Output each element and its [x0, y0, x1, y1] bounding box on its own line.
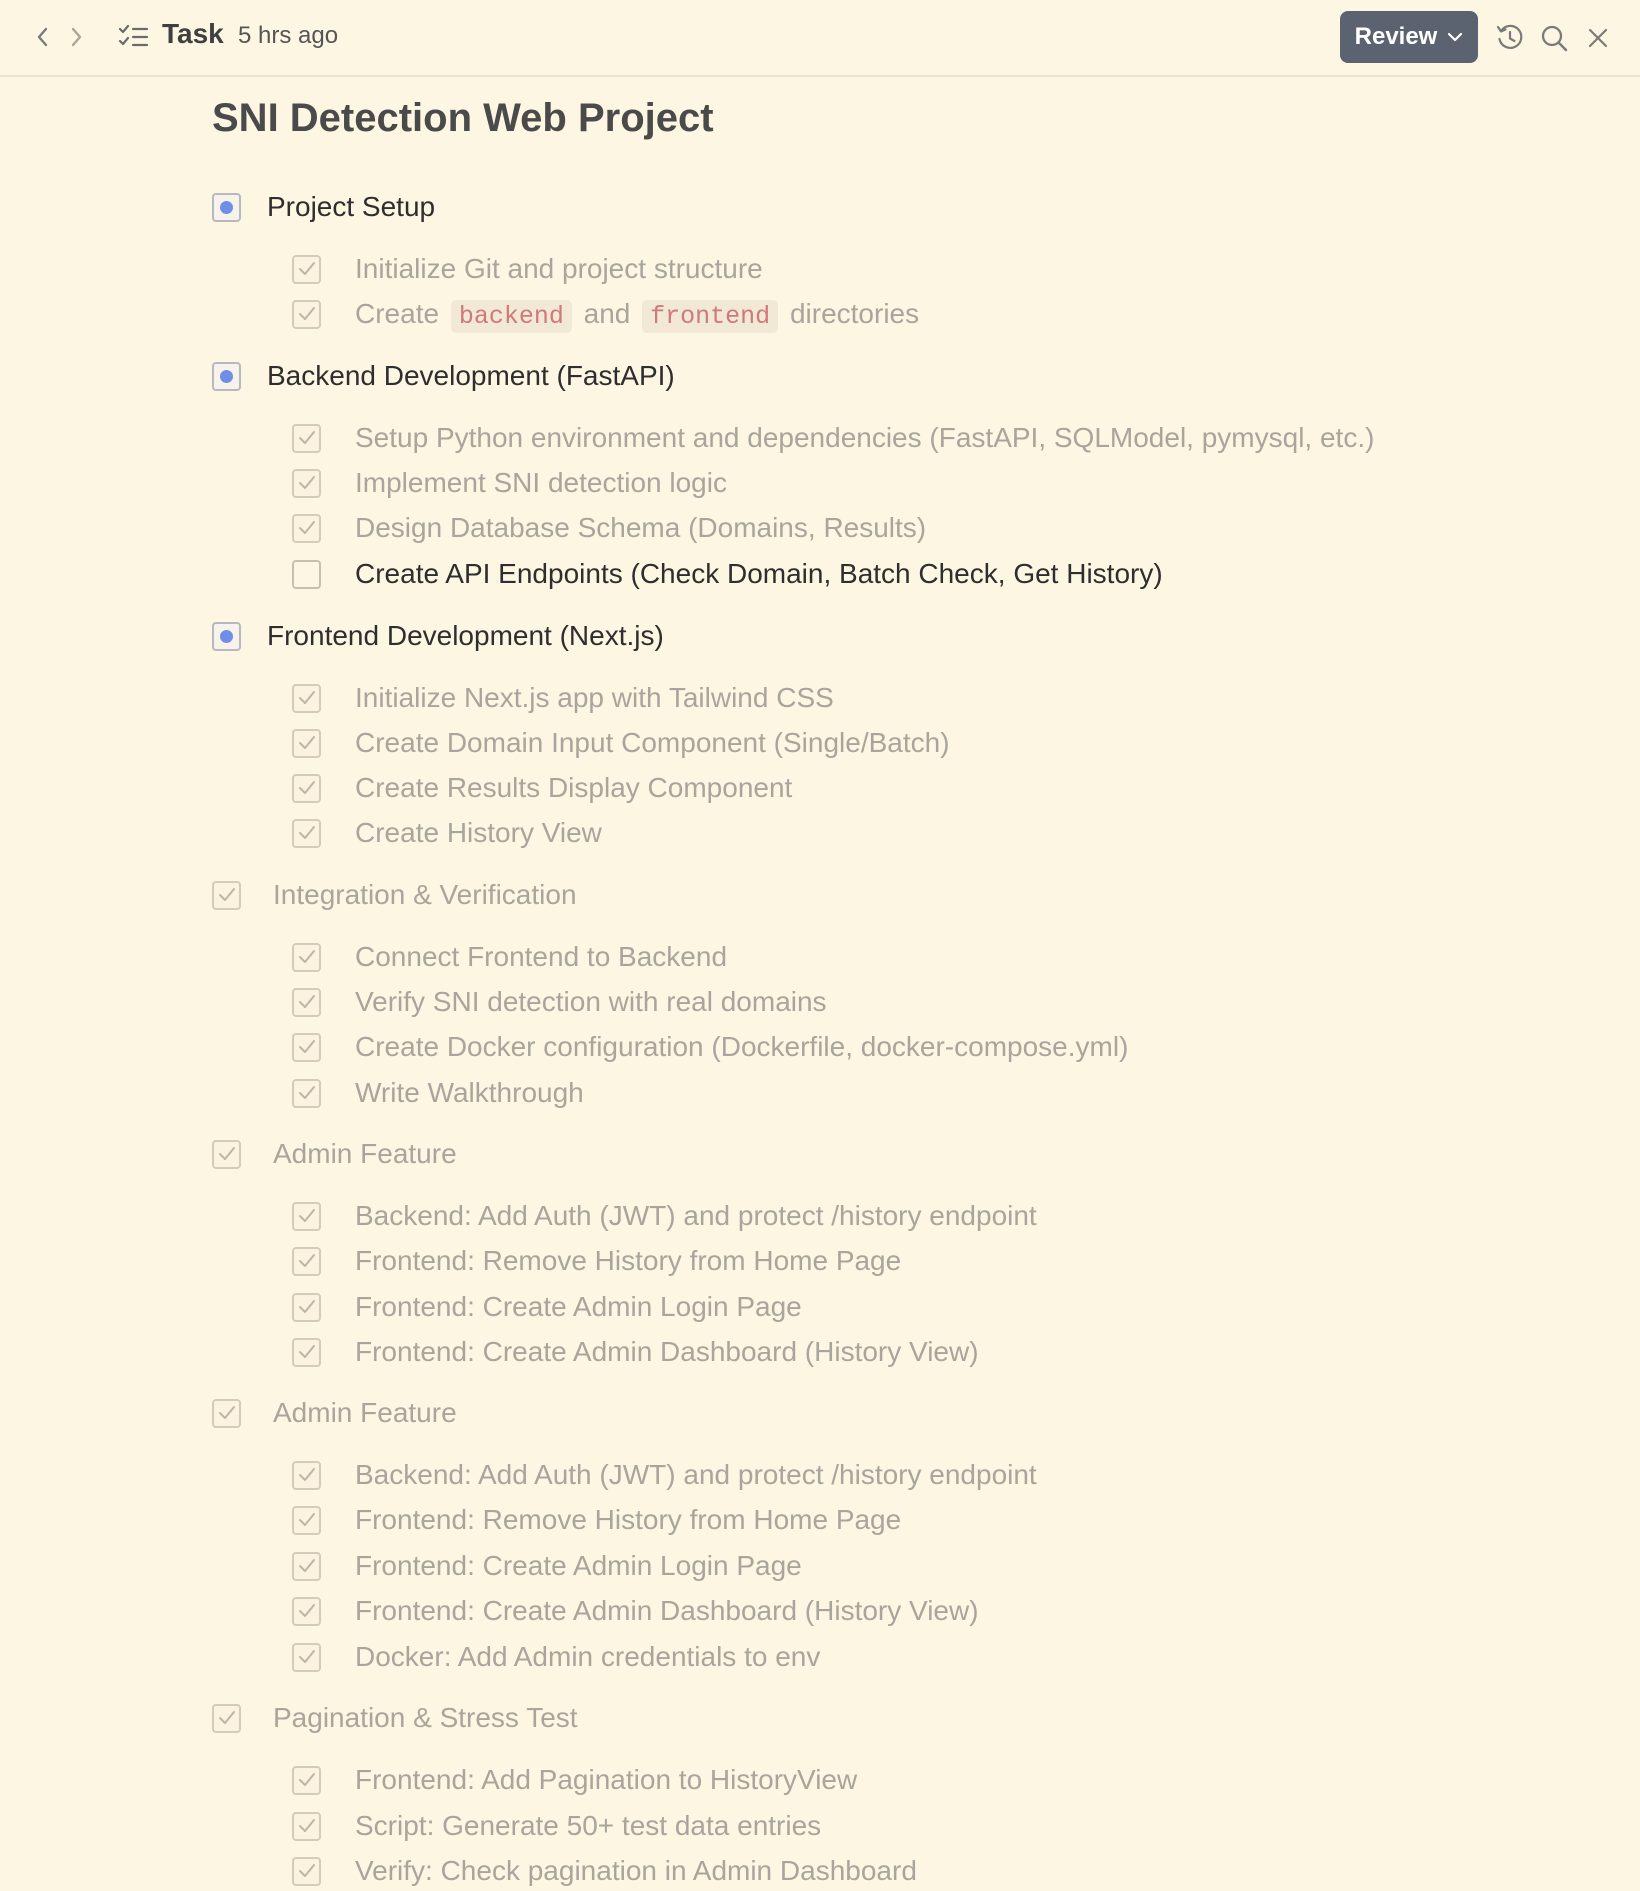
check-icon	[297, 824, 317, 842]
history-button[interactable]	[1494, 22, 1526, 54]
task-item	[292, 1637, 820, 1677]
task-item	[292, 508, 926, 548]
section-title: Integration & Verification	[273, 879, 577, 910]
task-label: Initialize Git and project structure	[355, 253, 763, 284]
task-label: Create Results Display Component	[355, 772, 793, 803]
task-checkbox[interactable]	[292, 1293, 321, 1322]
check-icon	[217, 1145, 237, 1163]
section-status-checkbox[interactable]	[212, 1140, 241, 1169]
task-item	[292, 1027, 1128, 1067]
search-icon	[1539, 23, 1569, 53]
task-item	[292, 1591, 979, 1631]
task-label: Write Walkthrough	[355, 1077, 584, 1108]
check-icon	[297, 1343, 317, 1361]
task-item	[292, 249, 763, 289]
review-button-label: Review	[1354, 23, 1438, 50]
task-item	[292, 1073, 584, 1113]
task-label: Backend: Add Auth (JWT) and protect /history endpoint	[355, 1200, 1037, 1231]
check-icon	[297, 260, 317, 278]
task-label: Create API Endpoints (Check Domain, Batch Check, Get History)	[355, 558, 1163, 589]
task-label: Frontend: Remove History from Home Page	[355, 1504, 902, 1535]
check-icon	[297, 1038, 317, 1056]
close-button[interactable]	[1582, 22, 1614, 54]
task-checkbox[interactable]	[292, 1033, 321, 1062]
section-status-checkbox[interactable]	[212, 362, 241, 391]
section-integration-verification	[212, 875, 577, 915]
section-title: Frontend Development (Next.js)	[267, 620, 664, 651]
in-progress-dot-icon	[220, 370, 233, 383]
task-text: and	[583, 297, 631, 329]
document-timestamp: 5 hrs ago	[238, 22, 339, 49]
check-icon	[297, 1817, 317, 1835]
task-label: Create Domain Input Component (Single/Batch)	[355, 727, 950, 758]
task-item	[292, 1851, 917, 1891]
top-bar	[0, 0, 1640, 77]
task-label: Connect Frontend to Backend	[355, 941, 728, 972]
task-checkbox[interactable]	[292, 1552, 321, 1581]
task-item	[292, 937, 727, 977]
check-icon	[297, 948, 317, 966]
check-icon	[297, 1207, 317, 1225]
task-item	[292, 982, 827, 1022]
task-item	[292, 1332, 979, 1372]
check-icon	[297, 689, 317, 707]
check-icon	[297, 1252, 317, 1270]
task-checkbox[interactable]	[292, 1461, 321, 1490]
task-item	[292, 1806, 821, 1846]
section-project-setup	[212, 187, 435, 227]
task-item	[292, 1760, 857, 1800]
forward-button[interactable]	[62, 22, 92, 52]
check-icon	[297, 1771, 317, 1789]
task-checkbox[interactable]	[292, 819, 321, 848]
section-status-checkbox[interactable]	[212, 193, 241, 222]
check-icon	[297, 429, 317, 447]
task-checkbox[interactable]	[292, 424, 321, 453]
check-icon	[297, 474, 317, 492]
task-list-icon	[118, 22, 150, 52]
task-checkbox[interactable]	[292, 1766, 321, 1795]
task-label: Verify: Check pagination in Admin Dashboard	[355, 1855, 917, 1886]
chevron-right-icon	[70, 26, 84, 48]
task-checkbox[interactable]	[292, 988, 321, 1017]
back-button[interactable]	[27, 22, 57, 52]
task-checkbox[interactable]	[292, 1597, 321, 1626]
check-icon	[297, 1298, 317, 1316]
chevron-left-icon	[35, 26, 49, 48]
task-item	[292, 1241, 901, 1281]
task-checkbox[interactable]	[292, 684, 321, 713]
task-label: Frontend: Create Admin Login Page	[355, 1291, 802, 1322]
task-checkbox[interactable]	[292, 1202, 321, 1231]
in-progress-dot-icon	[220, 201, 233, 214]
task-item	[292, 554, 1163, 594]
review-button[interactable]	[1340, 11, 1478, 63]
history-icon	[1495, 23, 1525, 53]
check-icon	[297, 734, 317, 752]
section-title: Pagination & Stress Test	[273, 1702, 578, 1733]
search-button[interactable]	[1538, 22, 1570, 54]
task-label: Setup Python environment and dependencies (FastAPI, SQLModel, pymysql, etc.)	[355, 422, 1375, 453]
task-label: Verify SNI detection with real domains	[355, 986, 827, 1017]
task-checkbox[interactable]	[292, 1643, 321, 1672]
task-label: Create History View	[355, 817, 602, 848]
task-item	[292, 1196, 1037, 1236]
section-frontend-development	[212, 616, 664, 656]
in-progress-dot-icon	[220, 630, 233, 643]
section-admin-feature	[212, 1134, 457, 1174]
task-checkbox[interactable]	[292, 774, 321, 803]
task-checkbox[interactable]	[292, 729, 321, 758]
task-checkbox[interactable]	[292, 1247, 321, 1276]
page-title: SNI Detection Web Project	[212, 96, 714, 140]
task-checkbox[interactable]	[292, 1506, 321, 1535]
task-checkbox[interactable]	[292, 560, 321, 589]
check-icon	[297, 1084, 317, 1102]
section-admin-feature	[212, 1393, 457, 1433]
check-icon	[297, 1466, 317, 1484]
section-backend-development	[212, 356, 675, 396]
task-label: Frontend: Create Admin Dashboard (History View)	[355, 1595, 979, 1626]
section-title: Admin Feature	[273, 1397, 457, 1428]
task-item	[292, 723, 950, 763]
task-label: Backend: Add Auth (JWT) and protect /history endpoint	[355, 1459, 1037, 1490]
check-icon	[297, 1602, 317, 1620]
task-item	[292, 294, 919, 334]
document-type-title: Task	[162, 18, 224, 49]
inline-code-backend: backend	[451, 300, 572, 333]
task-item	[292, 1455, 1037, 1495]
check-icon	[297, 779, 317, 797]
task-label: Create Docker configuration (Dockerfile, docker-compose.yml)	[355, 1031, 1129, 1062]
check-icon	[297, 519, 317, 537]
task-text: directories	[789, 297, 920, 329]
check-icon	[297, 305, 317, 323]
task-label: Frontend: Add Pagination to HistoryView	[355, 1764, 858, 1795]
task-checkbox[interactable]	[292, 943, 321, 972]
task-item	[292, 418, 1374, 458]
task-label: Docker: Add Admin credentials to env	[355, 1641, 821, 1672]
task-label: Frontend: Create Admin Dashboard (History View)	[355, 1336, 979, 1367]
task-item	[292, 1500, 901, 1540]
task-item	[292, 1287, 802, 1327]
check-icon	[297, 1557, 317, 1575]
task-item	[292, 463, 727, 503]
check-icon	[217, 1404, 237, 1422]
section-status-checkbox[interactable]	[212, 1399, 241, 1428]
task-checkbox[interactable]	[292, 255, 321, 284]
check-icon	[217, 886, 237, 904]
close-icon	[1586, 26, 1610, 50]
task-checkbox[interactable]	[292, 1338, 321, 1367]
section-status-checkbox[interactable]	[212, 622, 241, 651]
section-title: Backend Development (FastAPI)	[267, 360, 675, 391]
task-text: Create	[355, 297, 440, 329]
inline-code-frontend: frontend	[642, 300, 778, 333]
task-item	[292, 678, 834, 718]
task-label	[355, 298, 919, 331]
task-item	[292, 768, 792, 808]
task-checkbox[interactable]	[292, 300, 321, 329]
task-label: Frontend: Remove History from Home Page	[355, 1245, 902, 1276]
task-label: Script: Generate 50+ test data entries	[355, 1810, 822, 1841]
task-checkbox[interactable]	[292, 469, 321, 498]
check-icon	[217, 1709, 237, 1727]
task-label: Implement SNI detection logic	[355, 467, 727, 498]
section-status-checkbox[interactable]	[212, 881, 241, 910]
task-checkbox[interactable]	[292, 1079, 321, 1108]
task-checkbox[interactable]	[292, 514, 321, 543]
section-status-checkbox[interactable]	[212, 1704, 241, 1733]
task-label: Design Database Schema (Domains, Results)	[355, 512, 927, 543]
task-checkbox[interactable]	[292, 1812, 321, 1841]
section-title: Project Setup	[267, 191, 436, 222]
task-label: Frontend: Create Admin Login Page	[355, 1550, 802, 1581]
check-icon	[297, 1862, 317, 1880]
section-title: Admin Feature	[273, 1138, 457, 1169]
task-item	[292, 1546, 802, 1586]
check-icon	[297, 1648, 317, 1666]
task-label: Initialize Next.js app with Tailwind CSS	[355, 682, 834, 713]
task-item	[292, 813, 602, 853]
check-icon	[297, 993, 317, 1011]
chevron-down-icon	[1447, 32, 1463, 42]
task-checkbox[interactable]	[292, 1857, 321, 1886]
check-icon	[297, 1511, 317, 1529]
section-pagination-stress-test	[212, 1698, 578, 1738]
